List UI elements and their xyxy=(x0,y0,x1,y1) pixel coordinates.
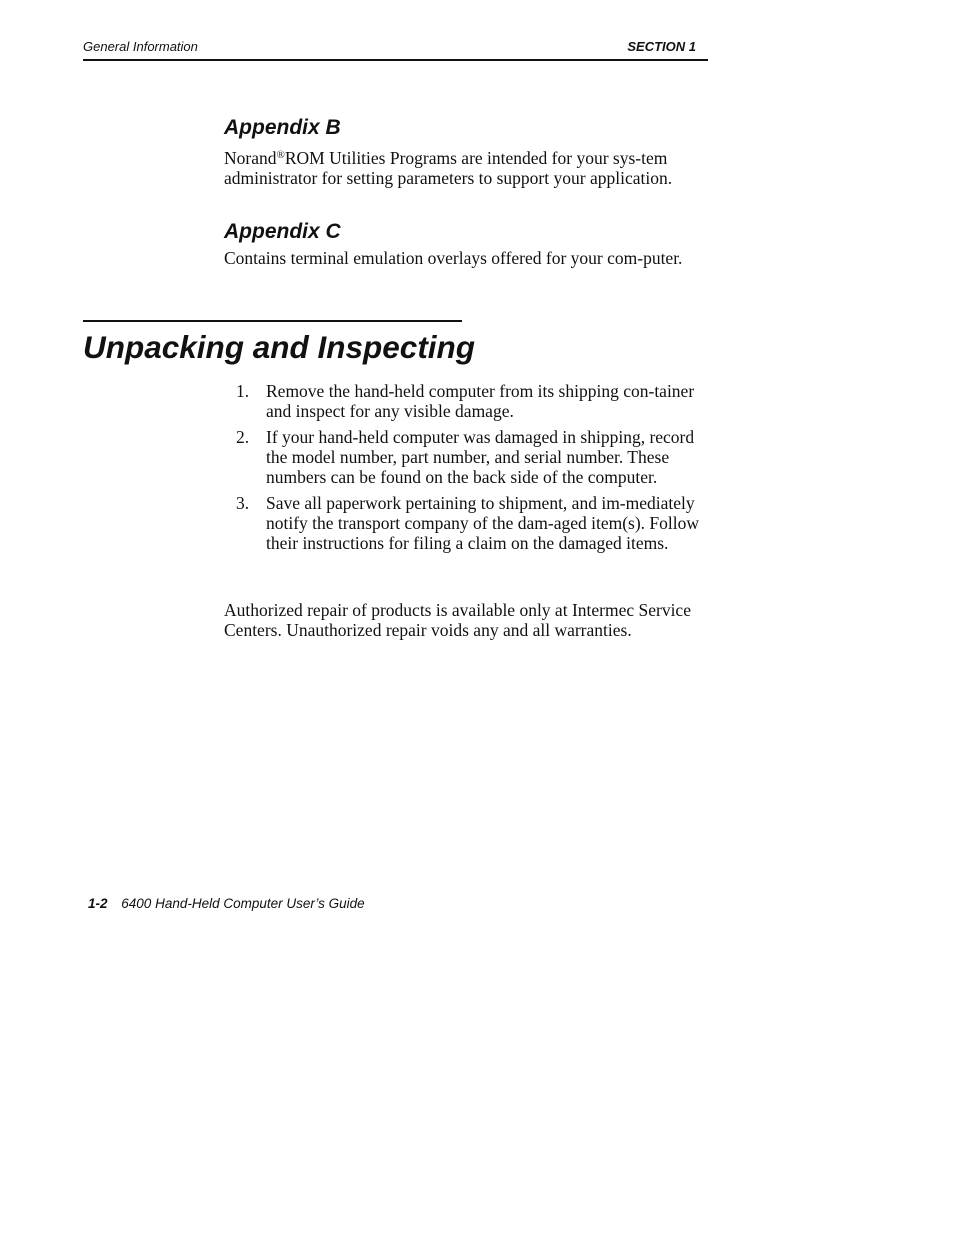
step-number: 2. xyxy=(236,426,250,447)
footer-book-title: 6400 Hand-Held Computer User’s Guide xyxy=(121,896,365,911)
appendix-b-text-rest: ROM Utilities Programs are intended for your sys-tem administrator for setting parameters to support your application. xyxy=(224,148,673,189)
registered-trademark-symbol: ® xyxy=(276,149,285,161)
list-item xyxy=(224,427,710,488)
section-divider xyxy=(83,320,462,322)
appendix-b-heading: Appendix B xyxy=(224,116,341,139)
header-section-label: SECTION 1 xyxy=(627,39,696,54)
page-number: 1-2 xyxy=(88,896,108,911)
running-header xyxy=(83,39,708,61)
step-number: 1. xyxy=(236,381,250,401)
step-text: Save all paperwork pertaining to shipment, and im-mediately notify the transport company of the dam-aged item(s). Follow their instructions for filing a claim on the damaged items. xyxy=(266,493,700,554)
step-text: If your hand-held computer was damaged in shipping, record the model number, part number, and serial number. These numbers can be found on the back side of the computer. xyxy=(266,426,695,488)
header-chapter-title: General Information xyxy=(83,39,198,54)
running-footer xyxy=(88,896,365,911)
list-item xyxy=(224,381,710,421)
step-text: Remove the hand-held computer from its shipping con-tainer and inspect for any visible damage. xyxy=(266,381,695,422)
warranty-note: Authorized repair of products is available only at Intermec Service Centers. Unauthorized repair voids any and all warranties. xyxy=(224,600,691,641)
appendix-b-text-start: Norand xyxy=(224,148,277,168)
appendix-b-paragraph xyxy=(224,145,710,188)
inspection-steps-list xyxy=(224,381,710,559)
appendix-c-paragraph: Contains terminal emulation overlays offered for your com-puter. xyxy=(224,248,683,268)
section-title: Unpacking and Inspecting xyxy=(83,329,476,365)
appendix-c-heading: Appendix C xyxy=(224,220,341,243)
list-item xyxy=(224,493,710,554)
step-number: 3. xyxy=(236,493,250,514)
